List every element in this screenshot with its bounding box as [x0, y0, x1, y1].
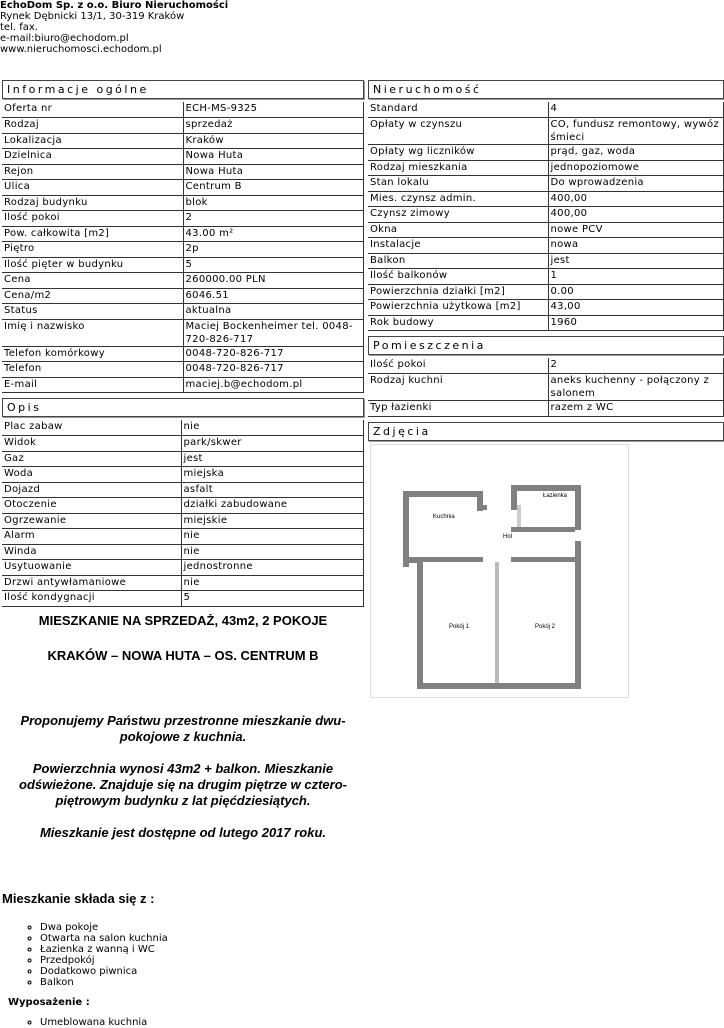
table-row — [2, 211, 364, 227]
field-value: Maciej Bockenheimer tel. 0048-720-826-717 — [183, 319, 364, 346]
table-row — [368, 145, 724, 161]
table-row — [2, 560, 364, 576]
table-row — [368, 238, 724, 254]
plan-label-bathroom: Łazienka — [543, 492, 568, 499]
section-title-property: Nieruchomość — [368, 80, 724, 99]
field-value: aneks kuchenny - połączony z salonem — [548, 374, 724, 401]
field-value: CO, fundusz remontowy, wywóz śmieci — [548, 118, 724, 145]
table-row — [368, 176, 724, 192]
composition-list — [2, 922, 364, 988]
field-value: nowe PCV — [548, 222, 724, 238]
field-value: 2 — [548, 358, 724, 374]
field-value: 43,00 — [548, 300, 724, 316]
field-label: Ulica — [2, 180, 183, 196]
plan-label-room-2: Pokój 2 — [535, 623, 556, 630]
field-value: asfalt — [181, 482, 364, 498]
composition-label: Mieszkanie składa się z : — [2, 890, 155, 906]
table-row — [368, 269, 724, 285]
table-row — [2, 195, 364, 211]
field-value: jednopoziomowe — [548, 160, 724, 176]
list-item: ◦ Dwa pokoje — [40, 922, 364, 933]
field-value: park/skwer — [181, 436, 364, 452]
field-label: Ilość balkonów — [368, 269, 548, 285]
field-value: jednostronne — [181, 560, 364, 576]
table-row — [2, 482, 364, 498]
table-row — [368, 374, 724, 401]
field-value: jest — [548, 253, 724, 269]
table-row — [2, 436, 364, 452]
field-label: Czynsz zimowy — [368, 207, 548, 223]
field-label: Imię i nazwisko — [2, 319, 183, 346]
field-value: 6046.51 — [183, 288, 364, 304]
listing-location-heading: KRAKÓW – NOWA HUTA – OS. CENTRUM B — [47, 647, 319, 663]
table-row — [2, 242, 364, 258]
equipment-label: Wyposażenie : — [8, 996, 90, 1008]
field-value: Do wprowadzenia — [548, 176, 724, 192]
field-value: 2 — [183, 211, 364, 227]
plan-label-kitchen: Kuchnia — [433, 513, 455, 520]
field-label: Mies. czynsz admin. — [368, 191, 548, 207]
field-label: Powierzchnia działki [m2] — [368, 284, 548, 300]
table-row — [368, 102, 724, 118]
description-paragraph-1: Proponujemy Państwu przestronne mieszkanie dwu-pokojowe z kuchnia. — [20, 712, 346, 744]
field-value: maciej.b@echodom.pl — [183, 377, 364, 393]
table-row — [2, 346, 364, 362]
table-row — [368, 401, 724, 417]
floor-plan-image[interactable] — [370, 444, 629, 698]
field-label: Instalacje — [368, 238, 548, 254]
right-column — [368, 77, 724, 698]
field-label: Ilość kondygnacji — [2, 591, 181, 607]
field-label: Typ łazienki — [368, 401, 548, 417]
table-row — [368, 207, 724, 223]
field-label: Usytuowanie — [2, 560, 181, 576]
field-label: Widok — [2, 436, 181, 452]
table-row — [2, 304, 364, 320]
field-value: nie — [181, 529, 364, 545]
field-label: Stan lokalu — [368, 176, 548, 192]
plan-label-room-1: Pokój 1 — [449, 623, 470, 630]
list-item: ◦ Przedpokój — [40, 955, 364, 966]
field-label: Dzielnica — [2, 149, 183, 165]
field-label: Ilość pięter w budynku — [2, 257, 183, 273]
table-row — [2, 180, 364, 196]
plan-label-hall: Hol — [503, 533, 513, 540]
table-row — [2, 288, 364, 304]
table-row — [2, 591, 364, 607]
table-row — [368, 118, 724, 145]
table-row — [368, 300, 724, 316]
field-value: 4 — [548, 102, 724, 118]
field-label: Powierzchnia użytkowa [m2] — [368, 300, 548, 316]
field-value: 260000.00 PLN — [183, 273, 364, 289]
field-value: Nowa Huta — [183, 164, 364, 180]
section-title-rooms: Pomieszczenia — [368, 336, 724, 355]
field-value: nie — [181, 420, 364, 436]
field-label: Telefon — [2, 362, 183, 378]
field-label: Rodzaj mieszkania — [368, 160, 548, 176]
field-value: 1 — [548, 269, 724, 285]
description-paragraph-3: Mieszkanie jest dostępne od lutego 2017 roku. — [39, 824, 327, 840]
table-row — [2, 377, 364, 393]
table-row — [2, 498, 364, 514]
field-label: Ilość pokoi — [2, 211, 183, 227]
description-text — [2, 613, 364, 1028]
table-row — [2, 118, 364, 134]
field-label: Winda — [2, 544, 181, 560]
field-label: Standard — [368, 102, 548, 118]
field-value: 5 — [181, 591, 364, 607]
table-row — [2, 102, 364, 118]
field-label: Piętro — [2, 242, 183, 258]
table-row — [2, 319, 364, 346]
table-row — [2, 273, 364, 289]
field-value: 5 — [183, 257, 364, 273]
field-label: Rejon — [2, 164, 183, 180]
table-row — [2, 226, 364, 242]
field-label: Rodzaj kuchni — [368, 374, 548, 401]
field-label: Ilość pokoi — [368, 358, 548, 374]
field-label: Pow. całkowita [m2] — [2, 226, 183, 242]
field-value: nie — [181, 544, 364, 560]
table-row — [2, 529, 364, 545]
field-label: Oferta nr — [2, 102, 183, 118]
field-value: 43.00 m² — [183, 226, 364, 242]
field-label: Okna — [368, 222, 548, 238]
table-row — [2, 420, 364, 436]
property-table — [368, 102, 724, 331]
company-website[interactable]: www.nieruchomosci.echodom.pl — [0, 44, 162, 55]
general-info-table — [2, 102, 364, 393]
table-row — [368, 253, 724, 269]
field-label: Cena/m2 — [2, 288, 183, 304]
listing-heading: MIESZKANIE NA SPRZEDAŻ, 43m2, 2 POKOJE — [38, 612, 328, 628]
table-row — [2, 164, 364, 180]
section-title-general: Informacje ogólne — [2, 80, 364, 99]
field-value: Centrum B — [183, 180, 364, 196]
table-row — [2, 467, 364, 483]
field-value: 400,00 — [548, 207, 724, 223]
field-value: 0.00 — [548, 284, 724, 300]
field-label: Lokalizacja — [2, 133, 183, 149]
field-label: Alarm — [2, 529, 181, 545]
company-address: Rynek Dębnicki 13/1, 30-319 Kraków — [0, 11, 185, 22]
table-row — [368, 358, 724, 374]
table-row — [2, 513, 364, 529]
list-item: ◦ Dodatkowo piwnica — [40, 966, 364, 977]
field-label: Rodzaj budynku — [2, 195, 183, 211]
field-value: 0048-720-826-717 — [183, 346, 364, 362]
field-label: Rodzaj — [2, 118, 183, 134]
field-value: 400,00 — [548, 191, 724, 207]
field-value: ECH-MS-9325 — [183, 102, 364, 118]
equipment-list — [2, 1017, 364, 1028]
field-label: Plac zabaw — [2, 420, 181, 436]
field-label: Cena — [2, 273, 183, 289]
table-row — [2, 544, 364, 560]
description-paragraph-2: Powierzchnia wynosi 43m2 + balkon. Mieszkanie odświeżone. Znajduje się na drugim piętrze w cztero-piętrowym budynku z lat pięćdziesiątych. — [19, 760, 347, 808]
field-label: Drzwi antywłamaniowe — [2, 575, 181, 591]
field-value: Nowa Huta — [183, 149, 364, 165]
table-row — [2, 362, 364, 378]
company-phone: tel. fax. — [0, 22, 38, 33]
table-row — [368, 222, 724, 238]
field-value: blok — [183, 195, 364, 211]
field-value: działki zabudowane — [181, 498, 364, 514]
floor-plan-drawing — [371, 445, 630, 699]
company-name: EchoDom Sp. z o.o. Biuro Nieruchomości — [0, 0, 229, 11]
section-title-photos: Zdjęcia — [368, 422, 724, 441]
field-label: Balkon — [368, 253, 548, 269]
field-value: miejska — [181, 467, 364, 483]
field-label: Telefon komórkowy — [2, 346, 183, 362]
field-label: Opłaty wg liczników — [368, 145, 548, 161]
table-row — [2, 257, 364, 273]
list-item: ◦ Balkon — [40, 977, 364, 988]
field-label: E-mail — [2, 377, 183, 393]
field-value: prąd, gaz, woda — [548, 145, 724, 161]
field-label: Status — [2, 304, 183, 320]
list-item: ◦ Umeblowana kuchnia — [40, 1017, 364, 1028]
rooms-table — [368, 358, 724, 417]
description-table — [2, 420, 364, 607]
field-value: aktualna — [183, 304, 364, 320]
section-title-description: Opis — [2, 398, 364, 417]
field-value: Kraków — [183, 133, 364, 149]
table-row — [2, 451, 364, 467]
list-item: ◦ Otwarta na salon kuchnia — [40, 933, 364, 944]
field-label: Otoczenie — [2, 498, 181, 514]
field-label: Rok budowy — [368, 315, 548, 331]
table-row — [368, 160, 724, 176]
field-value: 1960 — [548, 315, 724, 331]
table-row — [368, 315, 724, 331]
field-value: nie — [181, 575, 364, 591]
field-value: nowa — [548, 238, 724, 254]
table-row — [2, 133, 364, 149]
field-label: Gaz — [2, 451, 181, 467]
field-label: Ogrzewanie — [2, 513, 181, 529]
table-row — [368, 191, 724, 207]
table-row — [2, 149, 364, 165]
field-value: sprzedaż — [183, 118, 364, 134]
field-label: Dojazd — [2, 482, 181, 498]
table-row — [2, 575, 364, 591]
agency-header — [0, 0, 228, 55]
left-column — [2, 77, 364, 1028]
field-value: 2p — [183, 242, 364, 258]
field-value: miejskie — [181, 513, 364, 529]
field-label: Opłaty w czynszu — [368, 118, 548, 145]
table-row — [368, 284, 724, 300]
field-value: jest — [181, 451, 364, 467]
field-label: Woda — [2, 467, 181, 483]
list-item: ◦ Łazienka z wanną i WC — [40, 944, 364, 955]
field-value: 0048-720-826-717 — [183, 362, 364, 378]
field-value: razem z WC — [548, 401, 724, 417]
company-email: e-mail:biuro@echodom.pl — [0, 33, 129, 44]
